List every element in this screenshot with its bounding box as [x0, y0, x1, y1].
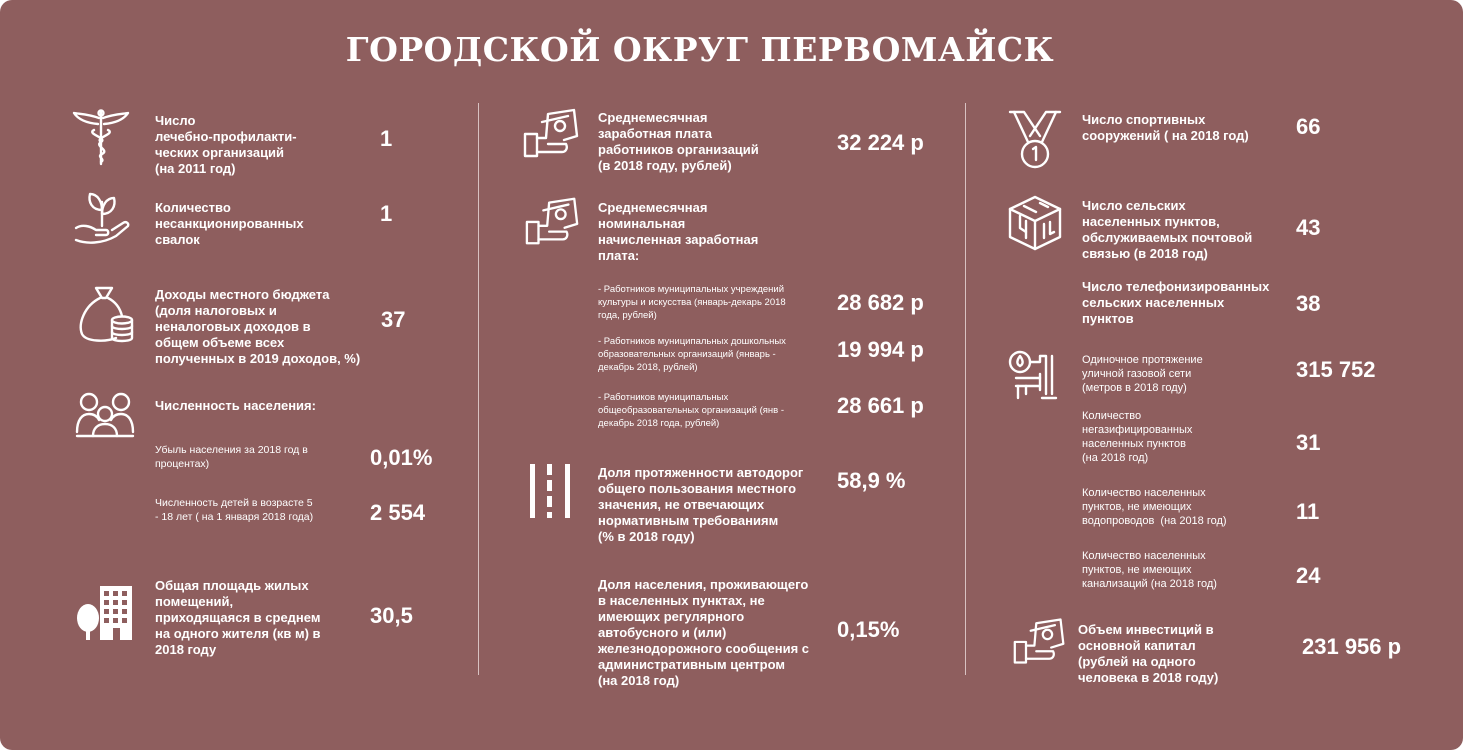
transport-value: 0,15% — [837, 617, 900, 642]
housing-label: Общая площадь жилых помещений, приходящаяся в среднем на одного жителя (кв м) в 2018 году — [155, 578, 321, 657]
culture-label: - Работников муниципальных учреждений культуры и искусства (январь-декарь 2018 года, рублей) — [598, 284, 786, 321]
nominal-label: Среднемесячная номинальная начисленная заработная плата: — [598, 200, 759, 263]
roads-label: Доля протяженности автодорог общего пользования местного значения, не отвечающих нормативным требованиям (% в 2018 году) — [598, 465, 804, 544]
dumps-label: Количество несанкционированных свалок — [155, 200, 304, 247]
decline-label: Убыль населения за 2018 год в процентах) — [155, 444, 308, 470]
page-title: ГОРОДСКОЙ ОКРУГ ПЕРВОМАЙСК — [345, 30, 1055, 69]
nowater-value: 11 — [1296, 499, 1320, 524]
nosewer-value: 24 — [1296, 563, 1321, 588]
invest-value: 231 956 р — [1302, 634, 1402, 659]
medical-value: 1 — [380, 126, 393, 151]
money-hand-icon — [522, 106, 582, 160]
nogas-value: 31 — [1296, 430, 1321, 455]
gas-pipe-icon — [1006, 348, 1064, 404]
money-hand-icon — [524, 194, 582, 248]
children-label: Численность детей в возрасте 5 - 18 лет ( на 1 января 2018 года) — [155, 497, 314, 523]
budget-value: 37 — [381, 307, 406, 332]
medal-icon — [1006, 108, 1064, 170]
nogas-label: Количество негазифицированных населенных пунктов (на 2018 год) — [1082, 410, 1193, 464]
gas-label: Одиночное протяжение уличной газовой сети (метров в 2018 году) — [1082, 354, 1203, 394]
money-hand-icon — [1012, 615, 1068, 667]
school-value: 28 661 р — [837, 393, 924, 418]
children-value: 2 554 — [370, 500, 426, 525]
invest-label: Объем инвестиций в основной капитал (рублей на одного человека в 2018 году) — [1078, 622, 1219, 685]
postal-label: Число сельских населенных пунктов, обслуживаемых почтовой связью (в 2018 год) — [1082, 198, 1253, 261]
network-cube-icon — [1006, 194, 1064, 252]
culture-value: 28 682 р — [837, 290, 924, 315]
phone-label: Число телефонизированных сельских населенных пунктов — [1082, 279, 1270, 326]
money-bag-icon — [76, 282, 136, 346]
caduceus-icon — [72, 108, 130, 166]
salary-label: Среднемесячная заработная плата работников организаций (в 2018 году, рублей) — [598, 110, 759, 173]
school-label: - Работников муниципальных общеобразовательных организаций (янв - декабрь 2018 года, рублей) — [598, 392, 785, 429]
family-icon — [74, 390, 136, 438]
building-icon — [74, 582, 138, 640]
decline-value: 0,01% — [370, 445, 433, 470]
column-divider — [965, 103, 966, 675]
preschool-label: - Работников муниципальных дошкольных образовательных организаций (январь - декабрь 2018, рублей) — [598, 336, 786, 373]
nowater-label: Количество населенных пунктов, не имеющих водопроводов (на 2018 год) — [1082, 487, 1227, 527]
sports-value: 66 — [1296, 114, 1321, 139]
postal-value: 43 — [1296, 215, 1321, 240]
medical-label: Число лечебно-профилакти- ческих организаций (на 2011 год) — [155, 113, 297, 176]
transport-label: Доля населения, проживающего в населенных пунктах, не имеющих регулярного автобусного и (или) железнодорожного сообщения с административным центром (на 2018 год) — [598, 577, 809, 688]
budget-label: Доходы местного бюджета (доля налоговых и неналоговых доходов в общем объеме всех полученных в 2019 доходов, %) — [155, 287, 361, 366]
road-icon — [528, 462, 572, 518]
housing-value: 30,5 — [370, 603, 413, 628]
sports-label: Число спортивных сооружений ( на 2018 год) — [1082, 112, 1249, 143]
plant-hand-icon — [72, 188, 132, 246]
dumps-value: 1 — [380, 201, 393, 226]
gas-value: 315 752 — [1296, 357, 1376, 382]
roads-value: 58,9 % — [837, 468, 906, 493]
column-divider — [478, 103, 479, 675]
nosewer-label: Количество населенных пунктов, не имеющих канализаций (на 2018 год) — [1082, 550, 1217, 590]
salary-value: 32 224 р — [837, 130, 924, 155]
phone-value: 38 — [1296, 291, 1321, 316]
population-label: Численность населения: — [155, 398, 316, 413]
preschool-value: 19 994 р — [837, 337, 924, 362]
